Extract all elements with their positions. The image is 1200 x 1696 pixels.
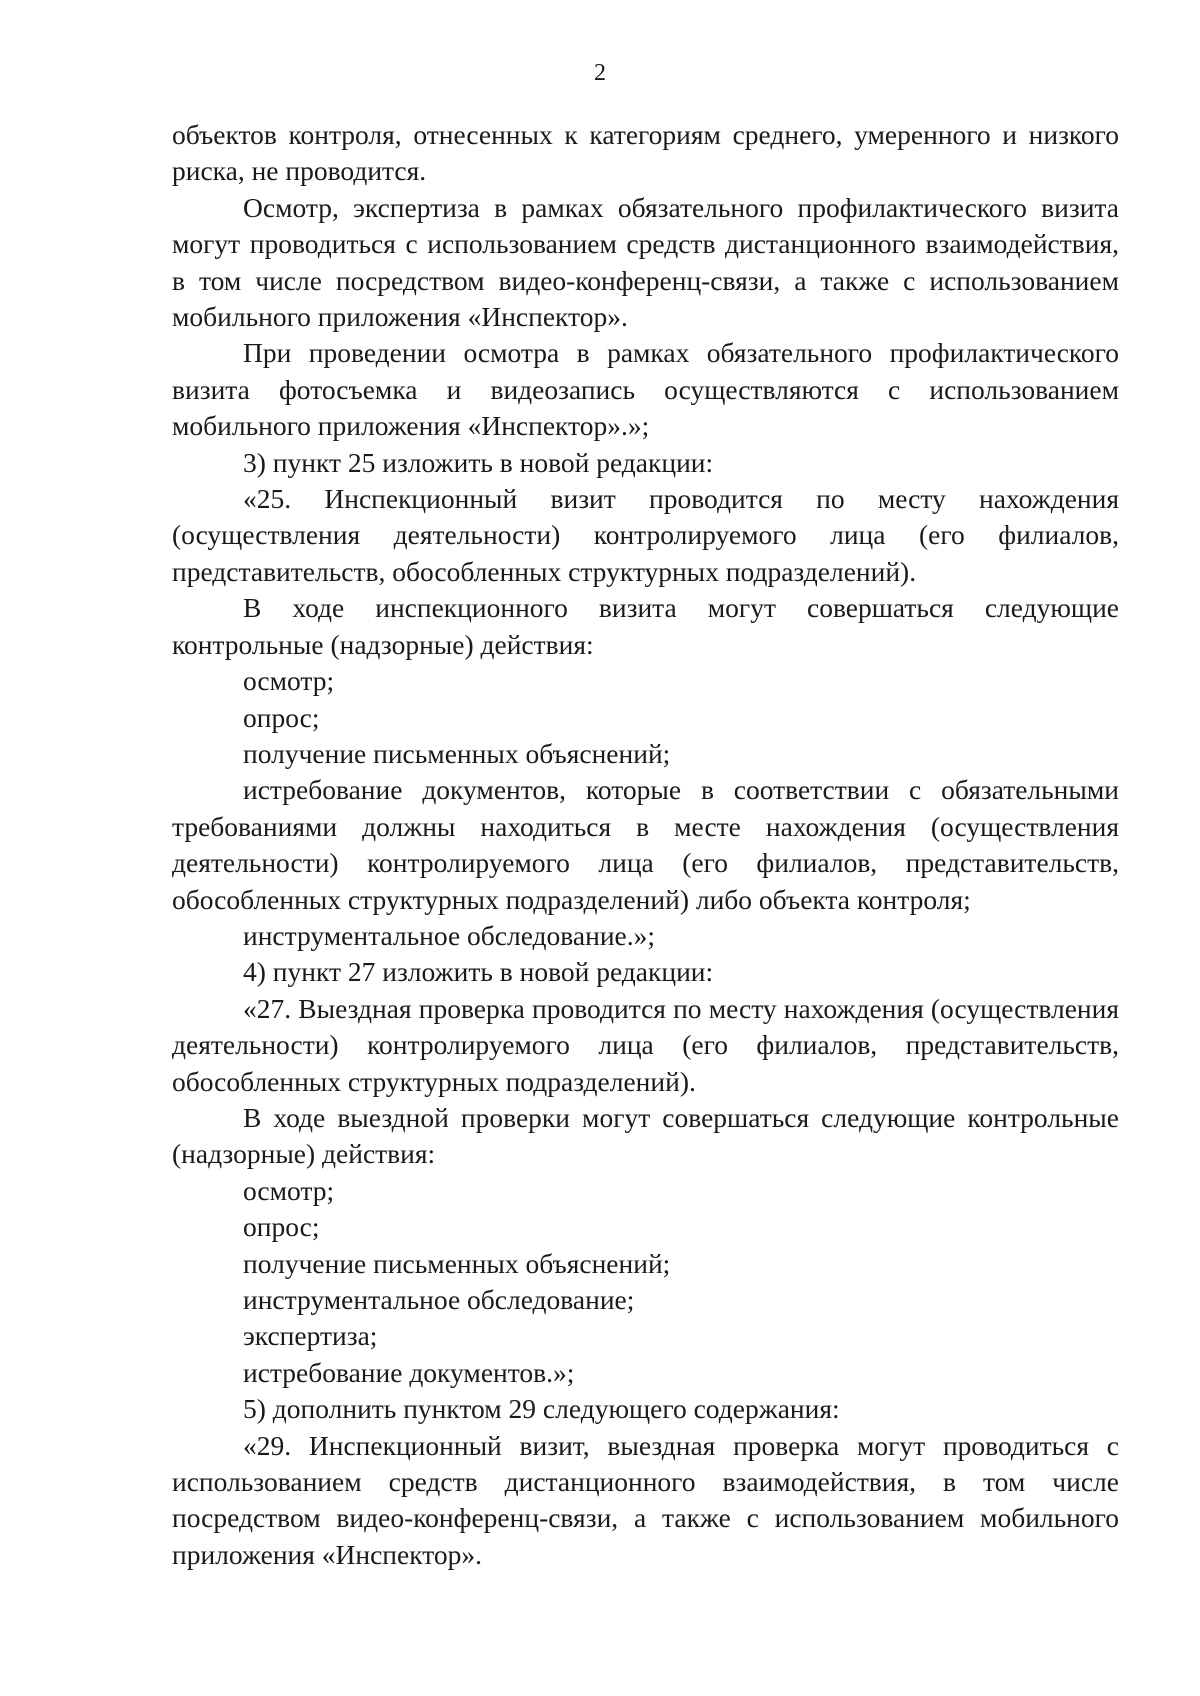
list-item: истребование документов, которые в соответствии с обязательными требованиями должны находиться в месте нахождения (осуществления деятельности) контролируемого лица (его филиалов, представительств, обособленных структурных подразделений) либо объекта контроля; (172, 774, 1119, 915)
paragraph: В ходе выездной проверки могут совершаться следующие контрольные (надзорные) действия: (172, 1101, 1119, 1170)
amendment-item: 5) дополнить пунктом 29 следующего содержания: (243, 1393, 840, 1425)
paragraph: «25. Инспекционный визит проводится по месту нахождения (осуществления деятельности) контролируемого лица (его филиалов, представительств, обособленных структурных подразделений). (172, 483, 1119, 587)
paragraph: объектов контроля, отнесенных к категориям среднего, умеренного и низкого риска, не проводится. (172, 119, 1119, 187)
paragraph: «29. Инспекционный визит, выездная проверка могут проводиться с использованием средств дистанционного взаимодействия, в том числе посредством видео-конференц-связи, а также с использованием мобильного приложения «Инспектор». (172, 1429, 1119, 1570)
list-item: инструментальное обследование.»; (243, 919, 656, 951)
page-number: 2 (594, 60, 606, 86)
paragraph: Осмотр, экспертиза в рамках обязательного профилактического визита могут проводиться с использованием средств дистанционного взаимодействия, в том числе посредством видео-конференц-связи, а также с использованием мобильного приложения «Инспектор». (172, 191, 1119, 333)
list-item: опрос; (243, 701, 320, 733)
paragraph: В ходе инспекционного визита могут совершаться следующие контрольные (надзорные) действия: (172, 592, 1119, 660)
list-item: экспертиза; (243, 1320, 378, 1352)
list-item: осмотр; (243, 1174, 335, 1206)
paragraph: «27. Выездная проверка проводится по месту нахождения (осуществления деятельности) контролируемого лица (его филиалов, представительств, обособленных структурных подразделений). (172, 992, 1119, 1097)
paragraph: При проведении осмотра в рамках обязательного профилактического визита фотосъемка и видеозапись осуществляются с использованием мобильного приложения «Инспектор».»; (172, 337, 1119, 442)
list-item: получение письменных объяснений; (243, 1247, 671, 1279)
list-item: инструментальное обследование; (243, 1284, 635, 1315)
list-item: опрос; (243, 1211, 320, 1243)
list-item: получение письменных объяснений; (243, 737, 671, 769)
amendment-item: 4) пункт 27 изложить в новой редакции: (243, 956, 714, 988)
list-item: истребование документов.»; (243, 1356, 575, 1388)
list-item: осмотр; (243, 665, 335, 697)
amendment-item: 3) пункт 25 изложить в новой редакции: (243, 446, 714, 478)
document-body (172, 117, 1119, 1573)
